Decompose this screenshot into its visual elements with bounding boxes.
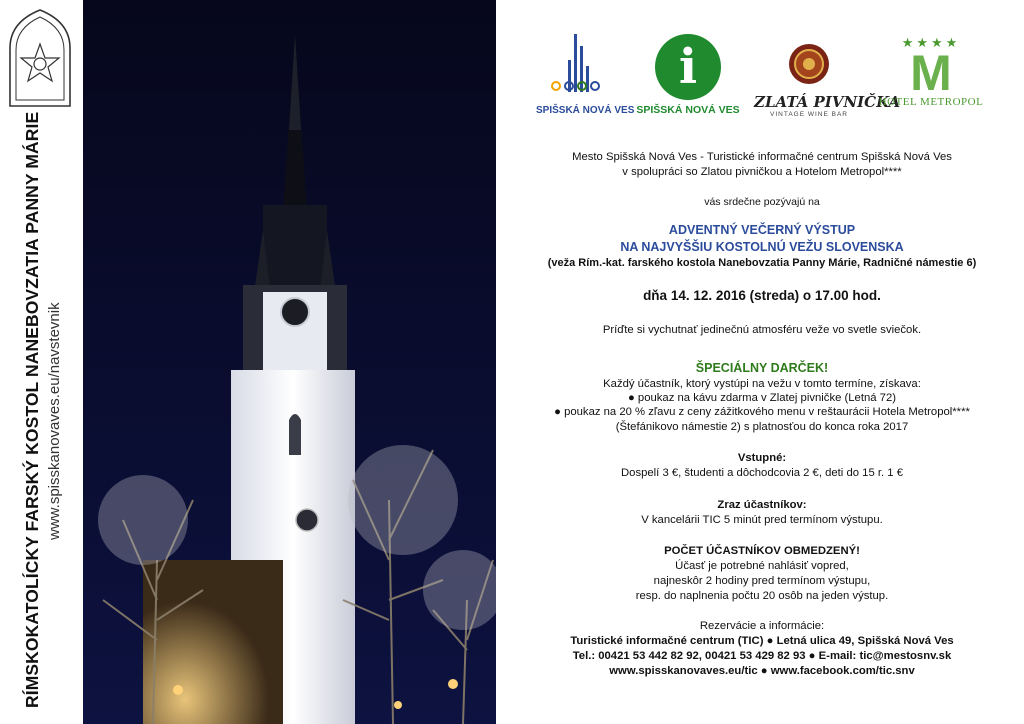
church-night-photo	[83, 0, 496, 724]
left-strip	[0, 0, 82, 724]
limit-line2: najneskôr 2 hodiny pred termínom výstupu,	[653, 575, 871, 587]
fees-heading: Vstupné:	[737, 452, 787, 464]
event-title-1: ADVENTNÝ VEČERNÝ VÝSTUP	[668, 223, 856, 237]
invitation-content	[500, 0, 1024, 724]
meeting-heading: Zraz účastníkov:	[717, 499, 807, 511]
hotel-m-icon: M	[910, 45, 952, 101]
limit-line3: resp. do naplnenia počtu 20 osôb na jeden výstup.	[635, 590, 889, 602]
logo-hotel	[876, 36, 986, 120]
gift-line4: (Štefánikovo námestie 2) s platnosťou do konca roka 2017	[615, 421, 909, 433]
event-atmosphere: Príďte si vychutnať jedinečnú atmosféru veže vo svetle sviečok.	[602, 324, 922, 336]
fees-text: Dospelí 3 €, študenti a dôchodcovia 2 €, deti do 15 r. 1 €	[621, 467, 903, 479]
limit-line1: Účasť je potrebné nahlásiť vopred,	[675, 560, 849, 572]
city-logo-label: SPIŠSKÁ NOVÁ VES	[536, 105, 635, 116]
contact-heading: Rezervácie a informácie:	[699, 620, 825, 632]
contact-line2: Tel.: 00421 53 442 82 92, 00421 53 429 82 93 ● E-mail: tic@mestosnv.sk	[572, 650, 952, 662]
gift-line3: ● poukaz na 20 % zľavu z ceny zážitkového menu v reštaurácii Hotela Metropol****	[554, 406, 970, 418]
intro-line2: v spolupráci so Zlatou pivničkou a Hotelom Metropol****	[622, 166, 902, 178]
church-tower-image	[83, 0, 496, 724]
logo-city	[536, 30, 635, 120]
gift-heading: ŠPECIÁLNY DARČEK!	[695, 361, 829, 375]
church-arch-logo-icon	[6, 8, 74, 108]
city-logo-icon	[536, 30, 622, 100]
event-subtitle: (veža Rím.-kat. farského kostola Nanebovzatia Panny Márie, Radničné námestie 6)	[547, 257, 977, 269]
event-date: dňa 14. 12. 2016 (streda) o 17.00 hod.	[643, 288, 881, 303]
stars-icon: ★★★★	[901, 35, 961, 50]
tic-logo-label: SPIŠSKÁ NOVÁ VES	[636, 104, 740, 116]
pivnicka-label: ZLATÁ PIVNIČKA	[754, 93, 901, 111]
logo-pivnicka	[754, 40, 901, 120]
gift-line1: Každý účastník, ktorý vystúpi na vežu v tomto termíne, získava:	[603, 378, 921, 390]
church-name-vertical: RÍMSKOKATOLÍCKY FARSKÝ KOSTOL NANEBOVZATIA PANNY MÁRIE	[22, 111, 42, 708]
pivnicka-sub: VINTAGE WINE BAR	[770, 111, 848, 118]
intro-line3: vás srdečne pozývajú na	[704, 196, 820, 208]
limit-heading: POČET ÚČASTNÍKOV OBMEDZENÝ!	[664, 545, 860, 557]
contact-line3: www.spisskanovaves.eu/tic ● www.facebook.com/tic.snv	[609, 665, 915, 677]
contact-line1: Turistické informačné centrum (TIC) ● Letná ulica 49, Spišská Nová Ves	[570, 635, 954, 647]
event-title-2: NA NAJVYŠŠIU KOSTOLNÚ VEŽU SLOVENSKA	[620, 240, 904, 254]
hotel-logo-label: HOTEL METROPOL	[878, 96, 984, 108]
visitor-url-vertical: www.spisskanovaves.eu/navstevnik	[46, 302, 63, 540]
gift-line2: ● poukaz na kávu zdarma v Zlatej pivničke (Letná 72)	[627, 392, 897, 404]
logo-tic	[636, 30, 740, 120]
wine-seal-icon	[754, 40, 864, 86]
intro-line1: Mesto Spišská Nová Ves - Turistické informačné centrum Spišská Nová Ves	[572, 151, 952, 163]
meeting-text: V kancelárii TIC 5 minút pred termínom výstupu.	[641, 514, 883, 526]
info-icon: i	[655, 34, 721, 100]
